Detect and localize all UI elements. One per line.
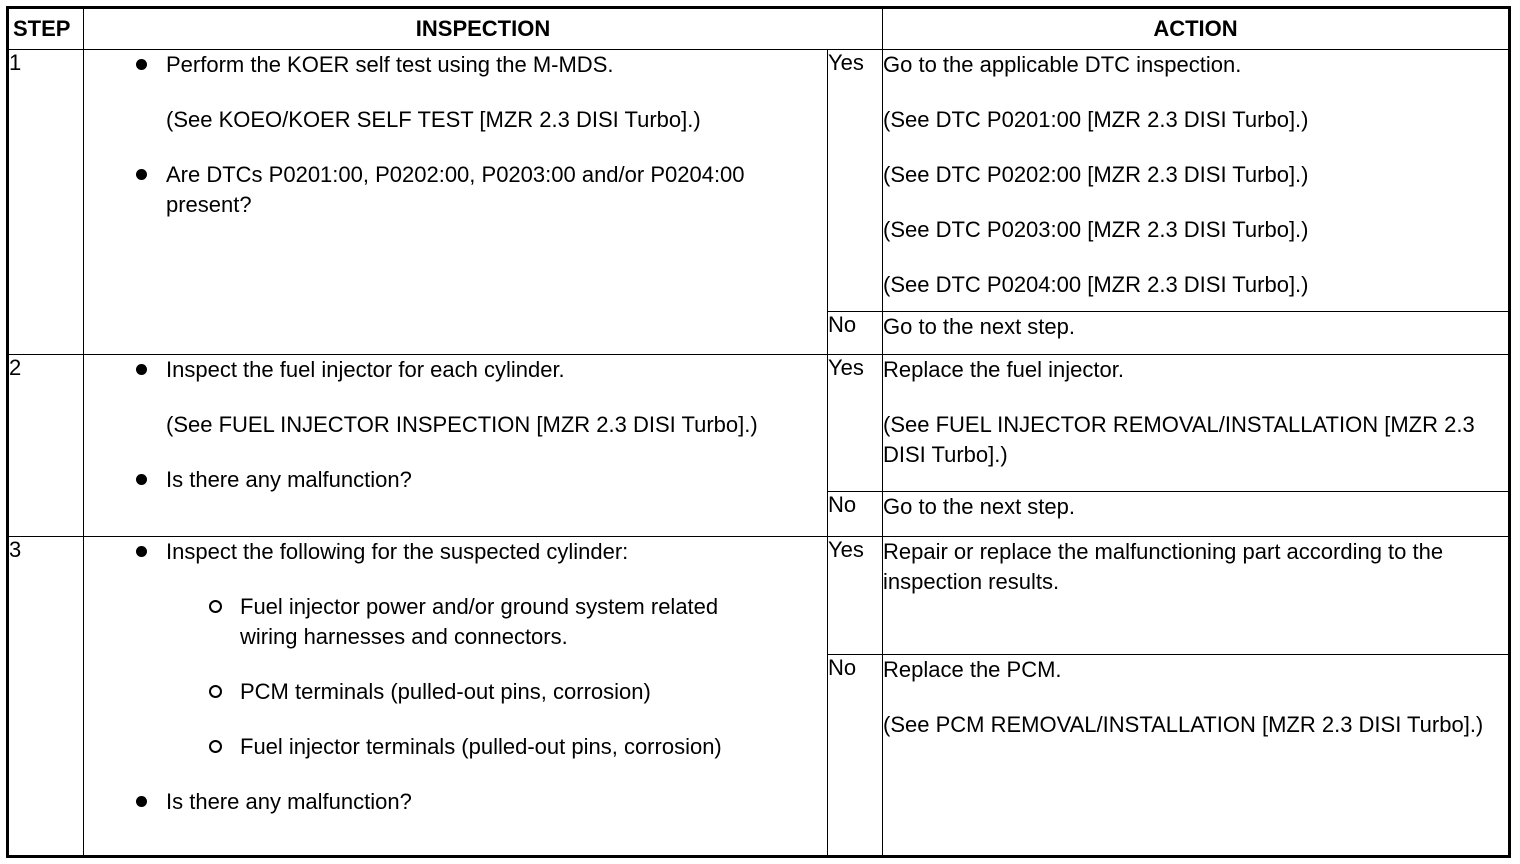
inspection-sub-item: Fuel injector terminals (pulled-out pins, corrosion) bbox=[84, 732, 827, 762]
step-number: 3 bbox=[8, 537, 84, 857]
action-reference: (See DTC P0201:00 [MZR 2.3 DISI Turbo].) bbox=[883, 107, 1309, 132]
yes-label: Yes bbox=[828, 537, 883, 655]
action-reference: (See DTC P0203:00 [MZR 2.3 DISI Turbo].) bbox=[883, 217, 1309, 242]
step-1-yes-row bbox=[8, 50, 1510, 312]
no-label: No bbox=[828, 312, 883, 355]
inspection-sub-item: PCM terminals (pulled-out pins, corrosion) bbox=[84, 677, 827, 707]
diagnostic-procedure-table bbox=[6, 6, 1511, 858]
action-text: Repair or replace the malfunctioning part according to the inspection results. bbox=[883, 539, 1444, 594]
action-reference: (See PCM REMOVAL/INSTALLATION [MZR 2.3 DISI Turbo].) bbox=[883, 712, 1484, 737]
header-row bbox=[8, 8, 1510, 50]
action-text: Go to the applicable DTC inspection. bbox=[883, 52, 1242, 77]
action-text: Replace the PCM. bbox=[883, 657, 1062, 682]
step-2-no-action bbox=[883, 492, 1510, 537]
step-3-yes-row bbox=[8, 537, 1510, 655]
inspection-bullet: Are DTCs P0201:00, P0202:00, P0203:00 and/or P0204:00 present? bbox=[84, 160, 827, 220]
action-text: Go to the next step. bbox=[883, 494, 1076, 519]
inspection-bullet: Is there any malfunction? bbox=[84, 787, 827, 817]
yes-label: Yes bbox=[828, 355, 883, 492]
action-reference: (See DTC P0204:00 [MZR 2.3 DISI Turbo].) bbox=[883, 272, 1309, 297]
action-reference: (See DTC P0202:00 [MZR 2.3 DISI Turbo].) bbox=[883, 162, 1309, 187]
step-2-inspection bbox=[84, 355, 828, 537]
inspection-bullet: Is there any malfunction? bbox=[84, 465, 827, 495]
no-label: No bbox=[828, 492, 883, 537]
inspection-bullet: Perform the KOER self test using the M-MDS. bbox=[84, 50, 827, 80]
step-number: 1 bbox=[8, 50, 84, 355]
action-text: Replace the fuel injector. bbox=[883, 357, 1124, 382]
no-label: No bbox=[828, 655, 883, 857]
step-number: 2 bbox=[8, 355, 84, 537]
inspection-column-header: INSPECTION bbox=[84, 8, 883, 50]
step-3-inspection bbox=[84, 537, 828, 857]
step-column-header: STEP bbox=[8, 8, 84, 50]
step-3-yes-action bbox=[883, 537, 1510, 655]
inspection-sub-item: Fuel injector power and/or ground system related wiring harnesses and connectors. bbox=[84, 592, 827, 652]
inspection-bullet: Inspect the following for the suspected cylinder: bbox=[84, 537, 827, 567]
step-2-yes-row bbox=[8, 355, 1510, 492]
yes-label: Yes bbox=[828, 50, 883, 312]
step-1-yes-action bbox=[883, 50, 1510, 312]
step-1-inspection bbox=[84, 50, 828, 355]
step-1-no-action bbox=[883, 312, 1510, 355]
step-3-no-action bbox=[883, 655, 1510, 857]
inspection-reference: (See KOEO/KOER SELF TEST [MZR 2.3 DISI Turbo].) bbox=[166, 107, 701, 132]
action-reference: (See FUEL INJECTOR REMOVAL/INSTALLATION [MZR 2.3 DISI Turbo].) bbox=[883, 412, 1475, 467]
inspection-reference: (See FUEL INJECTOR INSPECTION [MZR 2.3 DISI Turbo].) bbox=[166, 412, 758, 437]
action-text: Go to the next step. bbox=[883, 314, 1076, 339]
step-2-yes-action bbox=[883, 355, 1510, 492]
action-column-header: ACTION bbox=[883, 8, 1510, 50]
inspection-bullet: Inspect the fuel injector for each cylinder. bbox=[84, 355, 827, 385]
